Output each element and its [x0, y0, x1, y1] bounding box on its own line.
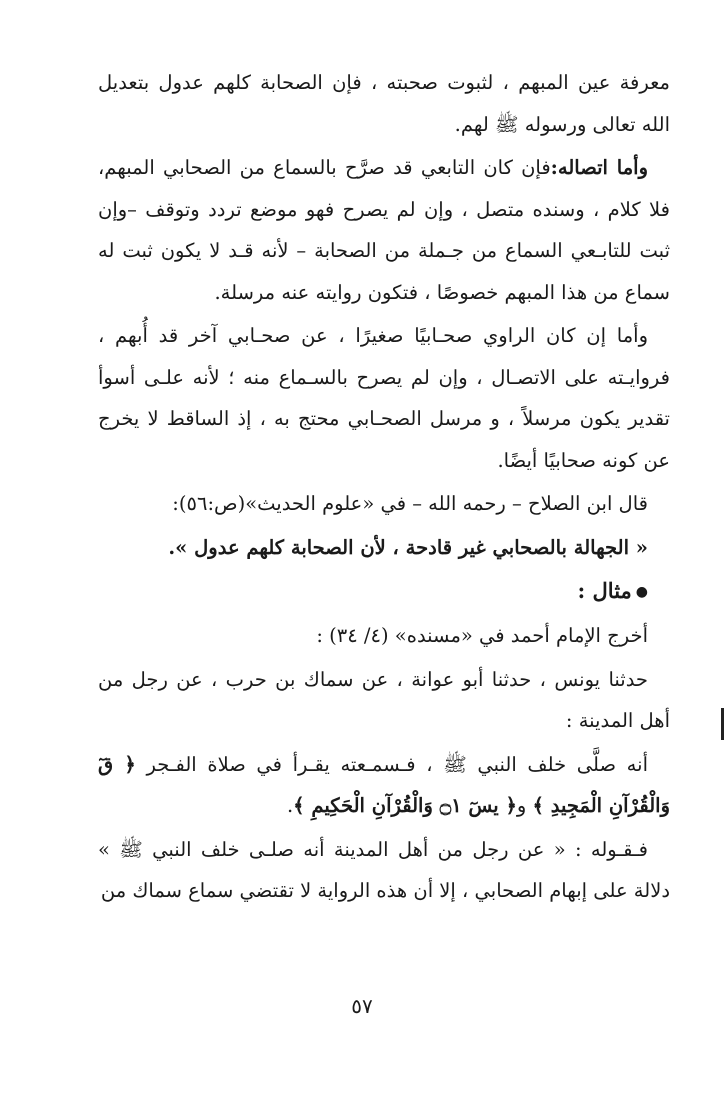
body-text [98, 62, 670, 912]
hadith-end: . [286, 794, 294, 818]
example-heading [98, 570, 670, 613]
connection-text: فإن كان التابعي قد صرَّح بالسماع من الصحابي المبهم، فلا كلام ، وسنده متصل ، وإن لم يصرح فهو موضع تردد وتوقف –وإن ثبت للتابـعي السماع من جـملة من الصحابة – لأنه قـد لا يكون ثبت له سماع من هذا المبهم خصوصًا ، فتكون روايته عنه مرسلة. [98, 156, 670, 304]
hadith-text: أنه صلَّى خلف النبي ﷺ ، فـسمـعته يقـرأ في صلاة الفـجر [135, 752, 648, 776]
quran-verse-qaf: ﴿ قٓ وَالْقُرْآنِ الْمَجِيدِ ﴾ [98, 752, 670, 818]
bullet-icon: ● [635, 583, 648, 600]
example-heading-text: مثال : [577, 578, 632, 603]
quran-verse-yasin: ﴿ يسٓ ۝١ وَالْقُرْآنِ الْحَكِيمِ ﴾ [293, 794, 517, 818]
paragraph-hadith [98, 744, 670, 827]
paragraph-ahmad: أخرج الإمام أحمد في «مسنده» (٤/ ٣٤) : [316, 624, 648, 648]
hadith-conjunction: و [516, 794, 533, 818]
paragraph-isnad: حدثنا يونس ، حدثنا أبو عوانة ، عن سماك بن حرب ، عن رجل من أهل المدينة : [98, 667, 670, 733]
paragraph-young-companion: وأما إن كان الراوي صحـابيًا صغيرًا ، عن صحـابي آخر قد أُبهم ، فروايـته على الاتصـال ، وإن لم يصرح بالسـماع منه ؛ لأنه علـى أسوأ تقدير يكون مرسلاً ، و مرسل الصحـابي محتج به ، إذ الساقط لا يخرج عن كونه صحابيًا أيضًا. [98, 324, 670, 472]
quote-ibn-salah: « الجهالة بالصحابي غير قادحة ، لأن الصحابة كلهم عدول ». [168, 535, 648, 559]
page-number: ٥٧ [351, 994, 373, 1018]
paragraph-connection [98, 147, 670, 313]
paragraph-commentary: فـقـوله : « عن رجل من أهل المدينة أنه صلـى خلف النبي ﷺ » دلالة على إبهام الصحابي ، إلا أن هذه الرواية لا تقتضي سماع سماك من [98, 837, 670, 903]
paragraph-ibn-salah: قال ابن الصلاح – رحمه الله – في «علوم الحديث»(ص:٥٦): [172, 492, 648, 515]
paragraph-intro: معرفة عين المبهم ، لثبوت صحبته ، فإن الصحابة كلهم عدول بتعديل الله تعالى ورسوله ﷺ لهم. [98, 71, 670, 136]
connection-lead: وأما اتصاله: [550, 156, 648, 179]
